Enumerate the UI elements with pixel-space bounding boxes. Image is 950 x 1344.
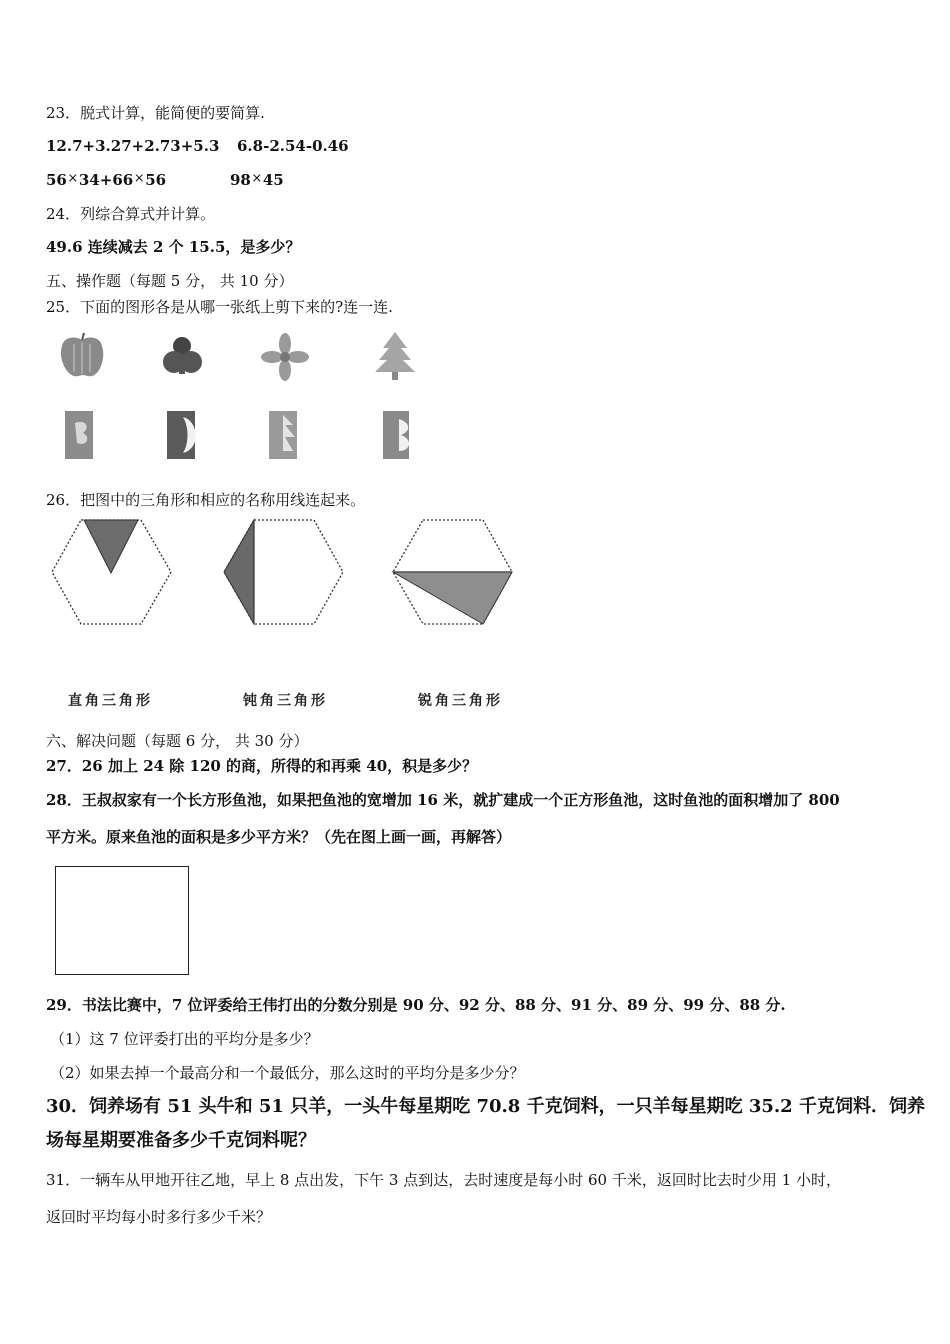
q23-expr1: 12.7+3.27+2.73+5.3: [46, 137, 220, 155]
tree-shape-icon: [375, 332, 415, 380]
q27-text: 27．26 加上 24 除 120 的商，所得的和再乘 40，积是多少？: [46, 757, 478, 775]
q23-expr4-a: 98: [230, 171, 251, 189]
q26-hexagon-figures: [48, 515, 528, 630]
paper-sheet-flower-icon: [65, 411, 93, 459]
q25-cutout-shapes: [50, 330, 430, 385]
flower-shape-icon: [261, 333, 309, 381]
q30-line2: 场每星期要准备多少千克饲料呢？: [46, 1130, 316, 1151]
q23-expr4-b: 45: [262, 171, 284, 189]
q29-sub1: （1）这 7 位评委打出的平均分是多少？: [50, 1030, 319, 1048]
q24-text: 49.6 连续减去 2 个 15.5，是多少？: [46, 238, 301, 256]
hexagon-figure-3: [393, 520, 512, 624]
times-sign: ×: [67, 171, 79, 186]
paper-sheet-club-icon: [167, 411, 196, 459]
q26-title: 26．把图中的三角形和相应的名称用线连起来。: [46, 491, 366, 509]
q31-line1: 31．一辆车从甲地开往乙地，早上 8 点出发，下午 3 点到达，去时速度是每小时 60 千米，返回时比去时少用 1 小时，: [46, 1171, 841, 1189]
q28-pond-rectangle: [55, 866, 189, 975]
hexagon-figure-1: [52, 520, 171, 624]
q23-expr3-a: 56: [46, 171, 67, 189]
q25-title: 25．下面的图形各是从哪一张纸上剪下来的?连一连.: [46, 298, 393, 316]
hexagon-figure-2: [224, 520, 343, 624]
section5-heading: 五、操作题（每题 5 分， 共 10 分）: [46, 272, 294, 290]
q23-expr3-b: 34+66: [78, 171, 134, 189]
q23-expr2: 6.8-2.54-0.46: [237, 137, 349, 155]
q23-expr3-c: 56: [145, 171, 167, 189]
club-shape-icon: [163, 337, 202, 374]
q23-expr4: [230, 170, 284, 192]
q28-line2: 平方米。原来鱼池的面积是多少平方米？（先在图上画一画，再解答）: [46, 828, 512, 846]
q29-line1: 29．书法比赛中，7 位评委给王伟打出的分数分别是 90 分、92 分、88 分、91 分、89 分、99 分、88 分.: [46, 996, 786, 1014]
times-sign: ×: [133, 171, 145, 186]
apple-shape-icon: [61, 333, 103, 376]
times-sign: ×: [251, 171, 263, 186]
q23-title: 23．脱式计算，能简便的要简算.: [46, 104, 265, 122]
q30-line1: 30．饲养场有 51 头牛和 51 只羊，一头牛每星期吃 70.8 千克饲料，一只羊每星期吃 35.2 千克饲料．饲养: [46, 1096, 925, 1117]
q29-sub2: （2）如果去掉一个最高分和一个最低分，那么这时的平均分是多少分？: [50, 1064, 525, 1082]
q25-paper-sheets: [55, 405, 425, 465]
q31-line2: 返回时平均每小时多行多少千米？: [46, 1208, 272, 1226]
label-obtuse-triangle: 钝角三角形: [243, 693, 328, 709]
paper-sheet-tree-icon: [269, 411, 297, 459]
label-acute-triangle: 锐角三角形: [418, 693, 503, 709]
q28-line1: 28．王叔叔家有一个长方形鱼池，如果把鱼池的宽增加 16 米，就扩建成一个正方形鱼池，这时鱼池的面积增加了 800: [46, 791, 840, 809]
paper-sheet-apple-icon: [383, 411, 409, 459]
q24-title: 24．列综合算式并计算。: [46, 205, 216, 223]
label-right-triangle: 直角三角形: [68, 693, 153, 709]
section6-heading: 六、解决问题（每题 6 分， 共 30 分）: [46, 732, 309, 750]
q23-expr3: [46, 170, 166, 192]
